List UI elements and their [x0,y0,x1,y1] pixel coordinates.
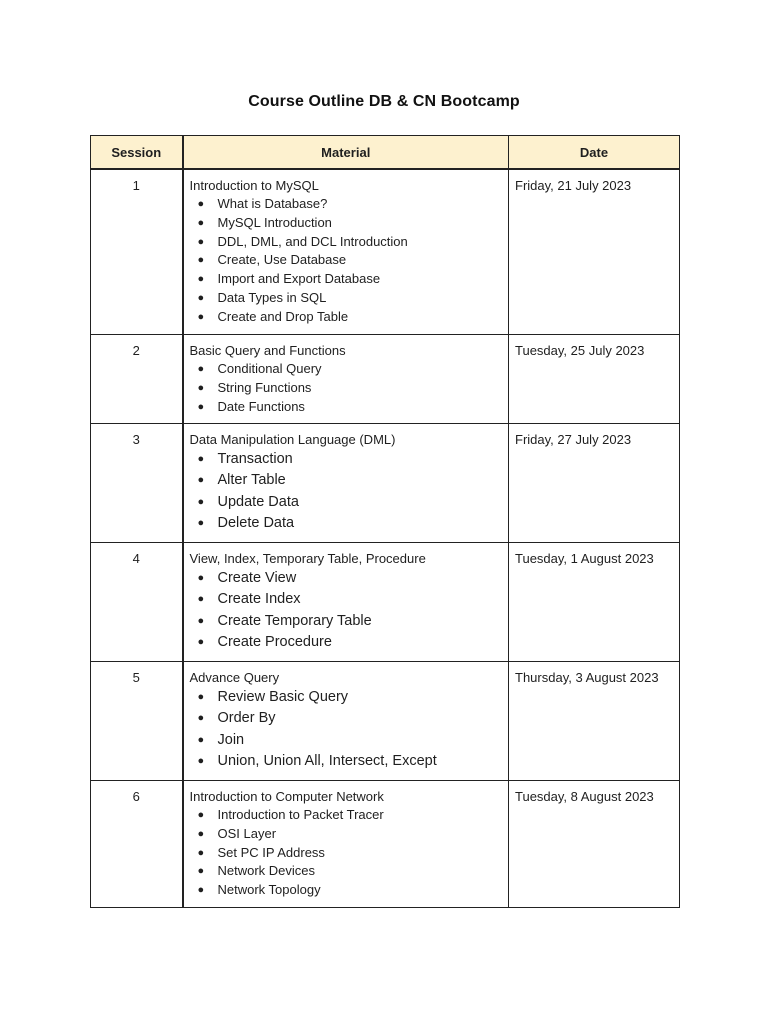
material-topic: Introduction to MySQL [189,178,319,193]
list-item-text: Create Index [217,591,301,608]
bullet-icon: ● [197,495,205,508]
list-item-text: Date Functions [217,398,305,414]
bullet-icon: ● [197,635,205,648]
list-item-text: Update Data [217,493,299,510]
list-item-text: Import and Export Database [217,271,381,287]
date-cell [509,169,680,335]
list-item-text: Alter Table [217,472,286,489]
page-title: Course Outline DB & CN Bootcamp [248,93,520,110]
list-item [190,449,503,470]
bullet-icon: ● [197,400,205,413]
bullet-icon: ● [197,291,205,304]
list-item-text: Review Basic Query [217,689,349,705]
list-item-text: Network Devices [217,863,316,879]
table-row [91,781,680,908]
session-cell [91,424,183,543]
list-item-text: Introduction to Packet Tracer [217,807,384,822]
list-item [190,825,503,844]
list-item [190,708,503,729]
date-cell [509,662,680,781]
column-header-material: Material [183,136,509,170]
list-item-text: What is Database? [217,196,328,211]
session-cell [91,543,183,662]
list-item [190,470,503,491]
material-topic: Introduction to Computer Network [189,789,384,804]
list-item-text: Create Temporary Table [217,612,372,629]
list-item [190,589,503,610]
bullet-icon: ● [197,754,205,767]
bullet-icon: ● [197,614,205,627]
session-cell [91,169,183,335]
bullet-icon: ● [197,593,205,606]
bullet-icon: ● [197,865,205,878]
list-item [190,251,503,270]
list-item [190,881,503,900]
session-date: Friday, 27 July 2023 [515,432,632,447]
list-item [190,195,503,214]
list-item [190,806,503,825]
table-header-row [91,136,680,170]
table-row [91,424,680,543]
list-item [190,233,503,252]
bullet-icon: ● [197,846,205,859]
course-outline-table [90,135,680,908]
list-item-text: Create Procedure [217,633,332,650]
bullet-icon: ● [197,884,205,897]
bullet-icon: ● [197,474,205,487]
material-list [190,449,503,534]
list-item-text: Network Topology [217,882,321,898]
bullet-icon: ● [197,235,205,248]
list-item-text: OSI Layer [217,825,277,841]
list-item-text: Union, Union All, Intersect, Except [217,752,437,769]
list-item [190,360,503,379]
material-cell [183,424,509,543]
material-cell [183,169,509,335]
list-item [190,270,503,289]
session-date: Tuesday, 25 July 2023 [515,343,645,358]
bullet-icon: ● [197,516,205,529]
bullet-icon: ● [197,381,205,394]
material-cell [183,662,509,781]
list-item [190,751,503,772]
bullet-icon: ● [197,733,205,746]
session-number: 2 [132,343,140,358]
bullet-icon: ● [197,363,205,375]
material-list [190,360,503,416]
column-header-session: Session [91,136,183,170]
session-number: 4 [132,551,140,566]
list-item-text: MySQL Introduction [217,214,332,230]
date-cell [509,543,680,662]
bullet-icon: ● [197,198,205,210]
material-topic: Basic Query and Functions [189,343,346,358]
bullet-icon: ● [197,572,205,584]
list-item-text: Order By [217,710,276,727]
list-item [190,730,503,751]
list-item [190,568,503,589]
session-date: Tuesday, 8 August 2023 [515,789,654,804]
session-number: 6 [132,789,140,804]
list-item-text: Conditional Query [217,361,322,376]
list-item [190,687,503,708]
table-row [91,335,680,424]
list-item [190,513,503,534]
session-date: Tuesday, 1 August 2023 [515,551,654,566]
session-date: Friday, 21 July 2023 [515,178,632,193]
session-number: 1 [132,178,140,193]
list-item-text: Set PC IP Address [217,844,325,860]
list-item-text: String Functions [217,379,312,395]
list-item-text: Join [217,731,245,748]
list-item [190,844,503,863]
list-item [190,398,503,417]
date-cell [509,424,680,543]
list-item [190,289,503,308]
material-topic: Advance Query [189,670,280,685]
material-list [190,568,503,653]
bullet-icon: ● [197,827,205,840]
material-list [190,687,503,772]
list-item-text: Create View [217,570,297,586]
session-cell [91,335,183,424]
list-item [190,308,503,327]
list-item-text: Create, Use Database [217,252,347,268]
bullet-icon: ● [197,453,205,465]
bullet-icon: ● [197,809,205,821]
bullet-icon: ● [197,712,205,725]
bullet-icon: ● [197,310,205,323]
bullet-icon: ● [197,273,205,286]
list-item [190,379,503,398]
session-cell [91,662,183,781]
list-item-text: Data Types in SQL [217,289,327,305]
material-cell [183,543,509,662]
list-item [190,862,503,881]
list-item-text: Delete Data [217,514,295,531]
column-header-date: Date [509,136,680,170]
bullet-icon: ● [197,216,205,229]
session-date: Thursday, 3 August 2023 [515,670,659,685]
material-topic: Data Manipulation Language (DML) [189,432,396,447]
table-row [91,169,680,335]
material-topic: View, Index, Temporary Table, Procedure [189,551,426,566]
list-item-text: DDL, DML, and DCL Introduction [217,233,408,249]
session-cell [91,781,183,908]
list-item [190,214,503,233]
bullet-icon: ● [197,254,205,267]
list-item [190,632,503,653]
list-item-text: Create and Drop Table [217,308,349,324]
table-row [91,662,680,781]
date-cell [509,335,680,424]
session-number: 5 [132,670,140,685]
material-cell [183,335,509,424]
bullet-icon: ● [197,691,205,703]
list-item [190,492,503,513]
list-item-text: Transaction [217,451,293,467]
session-number: 3 [132,432,140,447]
material-list [190,806,503,900]
date-cell [509,781,680,908]
table-row [91,543,680,662]
material-cell [183,781,509,908]
material-list [190,195,503,327]
list-item [190,611,503,632]
